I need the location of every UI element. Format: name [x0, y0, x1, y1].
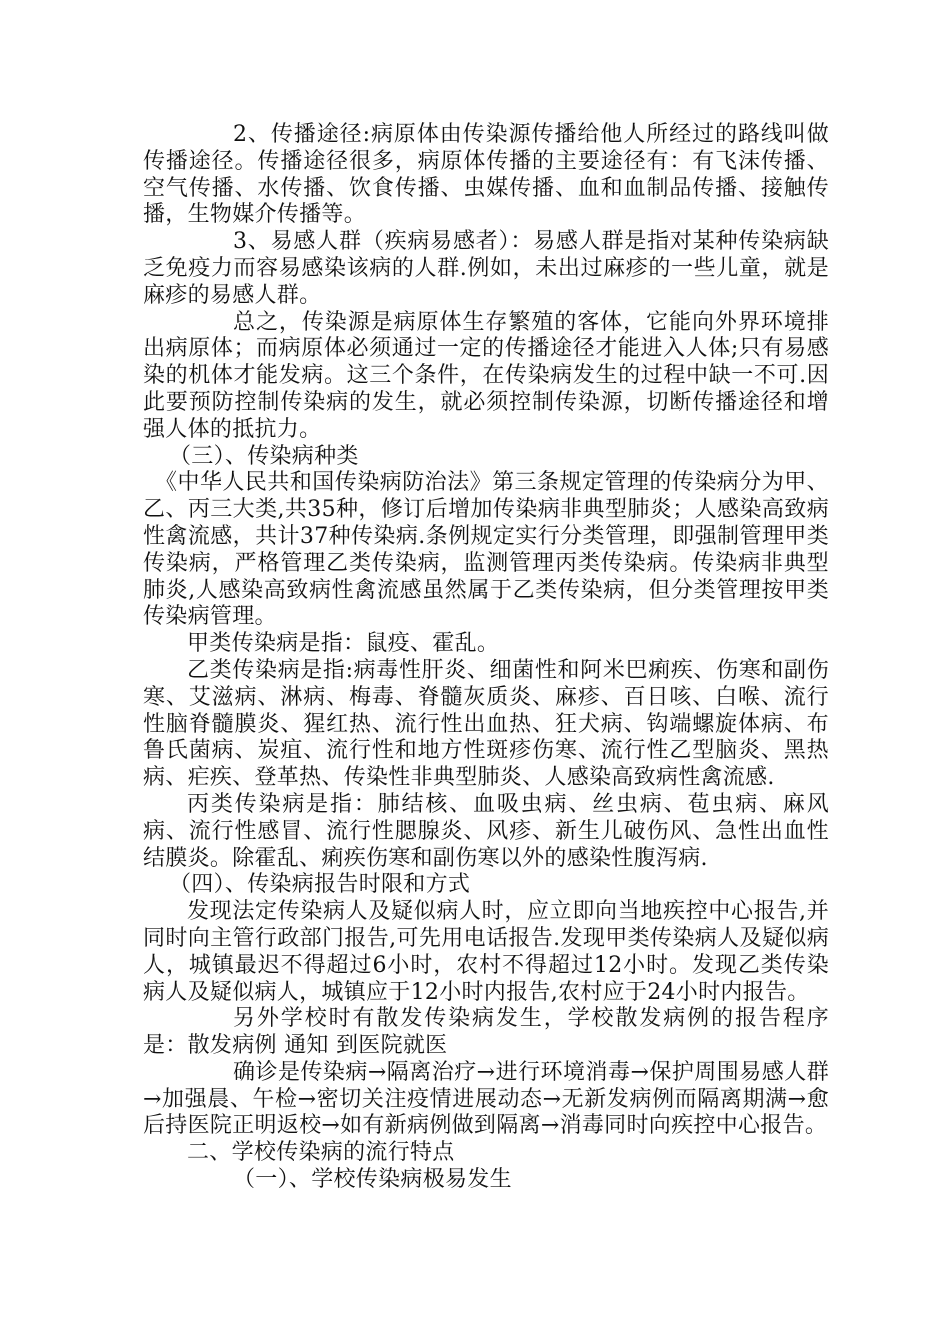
paragraph-susceptible-population: 3、易感人群（疾病易感者）：易感人群是指对某种传染病缺乏免疫力而容易感染该病的人群.例如，未出过麻疹的一些儿童，就是麻疹的易感人群。 [143, 229, 829, 308]
heading-school-epidemic: 二、学校传染病的流行特点 [187, 1140, 455, 1166]
heading-easily-occurs: （一）、学校传染病极易发生 [233, 1167, 512, 1193]
paragraph-prevention-law: 《中华人民共和国传染病防治法》第三条规定管理的传染病分为甲、乙、丙三大类,共35种，修订后增加传染病非典型肺炎；人感染高致病性禽流感，共计37种传染病.条例规定实行分类管理，即强制管理甲类传染病，严格管理乙类传染病，监测管理丙类传染病。传染病非典型肺炎,人感染高致病性禽流感虽然属于乙类传染病，但分类管理按甲类传染病管理。 [143, 470, 829, 630]
paragraph-class-b: 乙类传染病是指:病毒性肝炎、细菌性和阿米巴痢疾、伤寒和副伤寒、艾滋病、淋病、梅毒、脊髓灰质炎、麻疹、百日咳、白喉、流行性脑脊髓膜炎、猩红热、流行性出血热、狂犬病、钩端螺旋体病、布鲁氏菌病、炭疽、流行性和地方性斑疹伤寒、流行性乙型脑炎、黑热病、疟疾、登革热、传染性非典型肺炎、人感染高致病性禽流感. [143, 657, 829, 791]
document-body [143, 122, 829, 1194]
paragraph-class-a: 甲类传染病是指：鼠疫、霍乱。 [187, 631, 500, 657]
paragraph-summary: 总之，传染源是病原体生存繁殖的客体，它能向外界环境排出病原体；而病原体必须通过一定的传播途径才能进入人体;只有易感染的机体才能发病。这三个条件，在传染病发生的过程中缺一不可.因此要预防控制传染病的发生，就必须控制传染源，切断传播途径和增强人体的抵抗力。 [143, 309, 829, 442]
paragraph-confirmed-procedure: 确诊是传染病→隔离治疗→进行环境消毒→保护周围易感人群→加强晨、午检→密切关注疫情进展动态→无新发病例而隔离期满→愈后持医院正明返校→如有新病例做到隔离→消毒同时向疾控中心报告。 [143, 1059, 829, 1139]
paragraph-sporadic-cases: 另外学校时有散发传染病发生，学校散发病例的报告程序是：散发病例 通知 到医院就医 [143, 1006, 829, 1059]
paragraph-class-c: 丙类传染病是指：肺结核、血吸虫病、丝虫病、苞虫病、麻风病、流行性感冒、流行性腮腺炎、风疹、新生儿破伤风、急性出血性结膜炎。除霍乱、痢疾伤寒和副伤寒以外的感染性腹泻病. [143, 791, 829, 871]
heading-reporting: （四）、传染病报告时限和方式 [169, 872, 471, 898]
heading-disease-categories: （三）、传染病种类 [169, 443, 359, 469]
paragraph-transmission-route: 2、传播途径:病原体由传染源传播给他人所经过的路线叫做传播途径。传播途径很多，病原体传播的主要途径有：有飞沫传播、空气传播、水传播、饮食传播、虫媒传播、血和血制品传播、接触传播，生物媒介传播等。 [143, 122, 829, 228]
paragraph-reporting-time: 发现法定传染病人及疑似病人时，应立即向当地疾控中心报告,并同时向主管行政部门报告,可先用电话报告.发现甲类传染病人及疑似病人，城镇最迟不得超过6小时，农村不得超过12小时。发现乙类传染病人及疑似病人，城镇应于12小时内报告,农村应于24小时内报告。 [143, 899, 829, 1005]
